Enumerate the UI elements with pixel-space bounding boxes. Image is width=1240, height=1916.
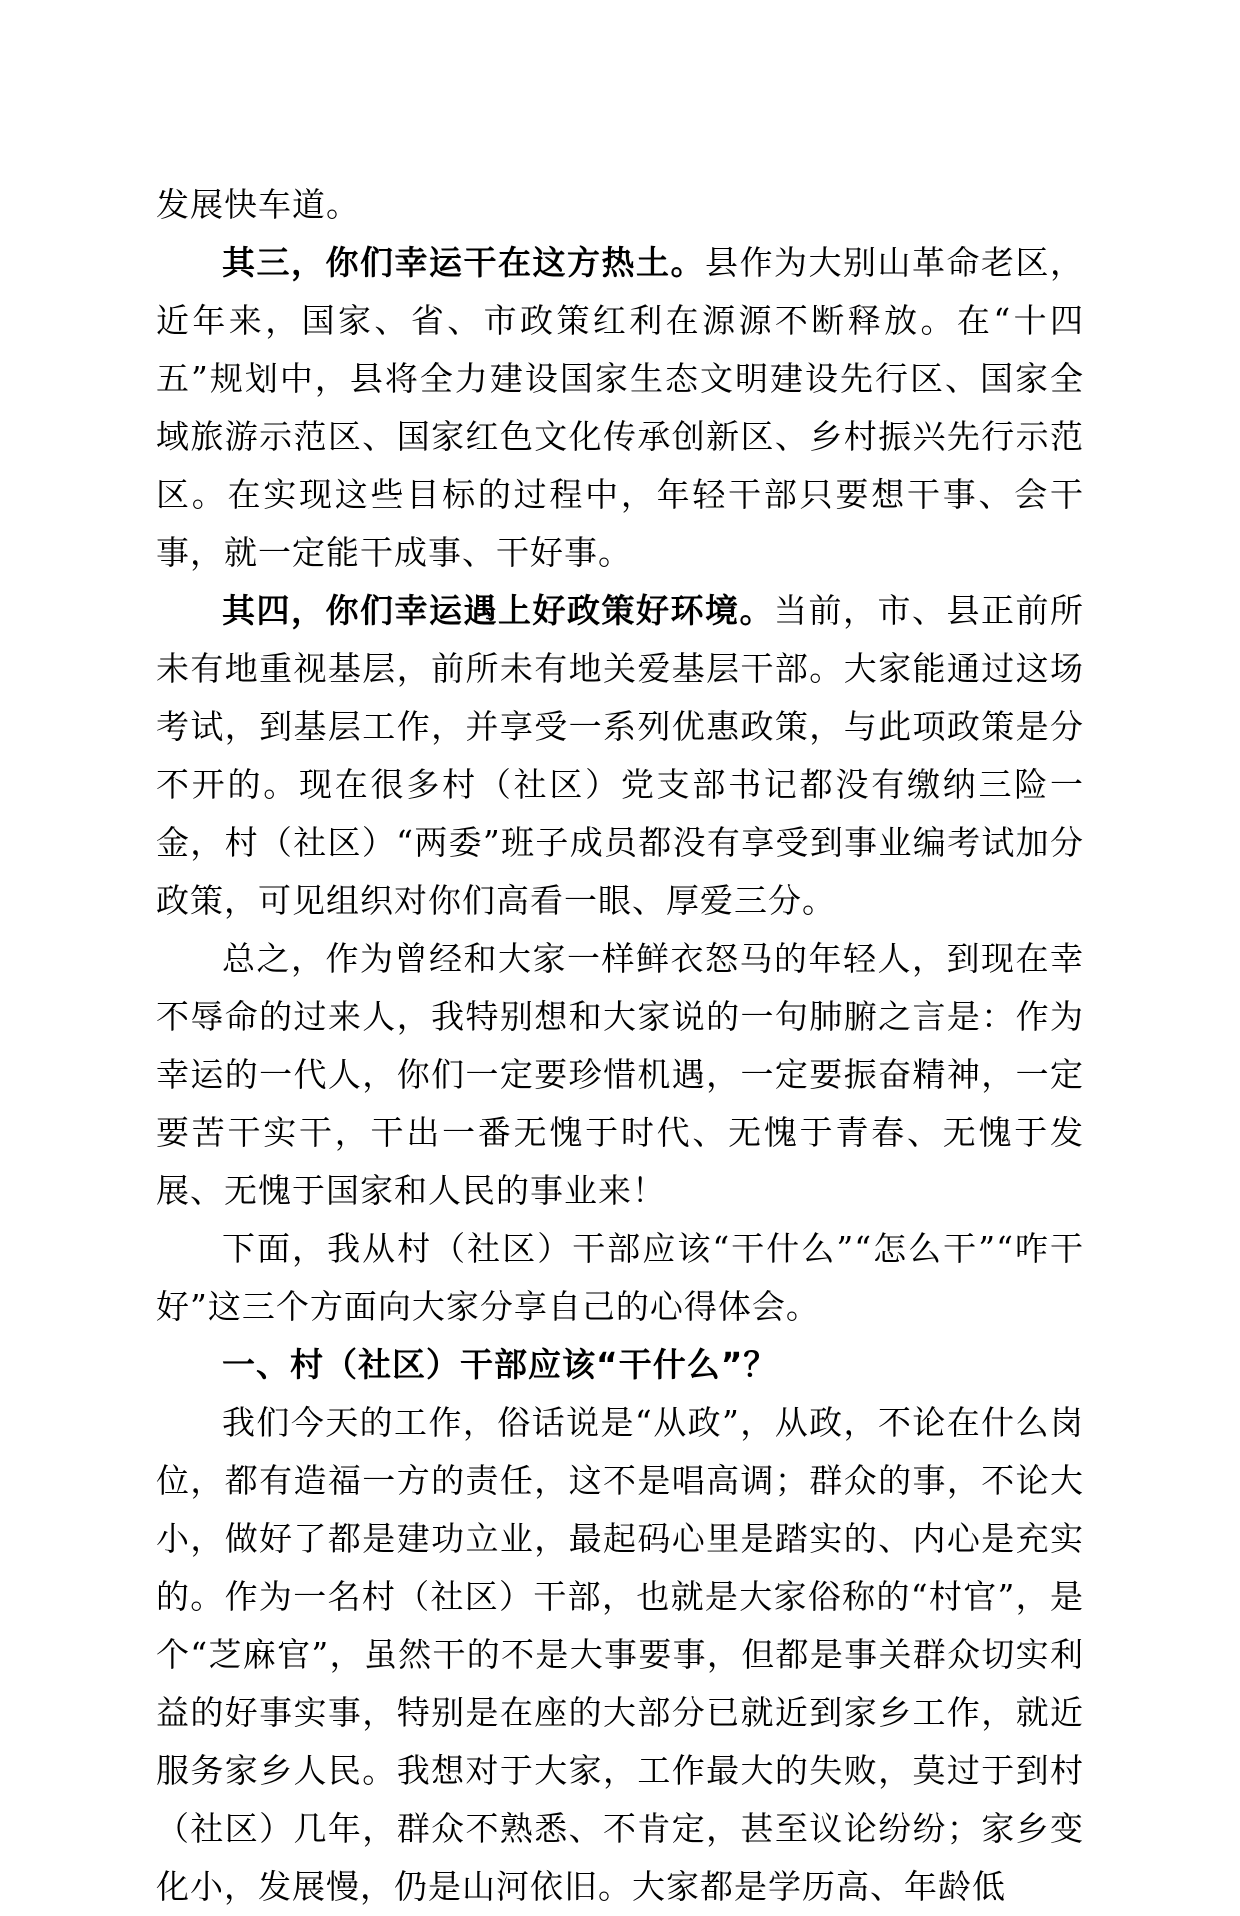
paragraph-intro — [156, 1220, 1084, 1336]
paragraph-body — [156, 1394, 1084, 1916]
paragraph-text: 我们今天的工作，俗话说是“从政”，从政，不论在什么岗位，都有造福一方的责任，这不是唱高调；群众的事，不论大小，做好了都是建功立业，最起码心里是踏实的、内心是充实的。作为一名村（社区）干部，也就是大家俗称的“村官”，是个“芝麻官”，虽然干的不是大事要事，但都是事关群众切实利益的好事实事，特别是在座的大部分已就近到家乡工作，就近服务家乡人民。我想对于大家，工作最大的失败，莫过于到村（社区）几年，群众不熟悉、不肯定，甚至议论纷纷；家乡变化小，发展慢，仍是山河依旧。大家都是学历高、年龄低 — [156, 1403, 1084, 1906]
paragraph-heading: 其四，你们幸运遇上好政策好环境。 — [222, 591, 774, 630]
paragraph-text: 当前，市、县正前所未有地重视基层，前所未有地关爱基层干部。大家能通过这场考试，到基层工作，并享受一系列优惠政策，与此项政策是分不开的。现在很多村（社区）党支部书记都没有缴纳三险一金，村（社区）“两委”班子成员都没有享受到事业编考试加分政策，可见组织对你们高看一眼、厚爱三分。 — [156, 591, 1084, 920]
paragraph-fourth-point — [156, 582, 1084, 930]
paragraph-third-point — [156, 234, 1084, 582]
document-page — [156, 176, 1084, 1916]
paragraph-text: 发展快车道。 — [156, 185, 360, 224]
paragraph-text: 县作为大别山革命老区，近年来，国家、省、市政策红利在源源不断释放。在“十四五”规划中，县将全力建设国家生态文明建设先行区、国家全域旅游示范区、国家红色文化传承创新区、乡村振兴先行示范区。在实现这些目标的过程中，年轻干部只要想干事、会干事，就一定能干成事、干好事。 — [156, 243, 1084, 572]
section-heading — [156, 1336, 1084, 1394]
paragraph-text: 总之，作为曾经和大家一样鲜衣怒马的年轻人，到现在幸不辱命的过来人，我特别想和大家说的一句肺腑之言是：作为幸运的一代人，你们一定要珍惜机遇，一定要振奋精神，一定要苦干实干，干出一番无愧于时代、无愧于青春、无愧于发展、无愧于国家和人民的事业来！ — [156, 939, 1084, 1210]
paragraph-text: 下面，我从村（社区）干部应该“干什么”“怎么干”“咋干好”这三个方面向大家分享自己的心得体会。 — [156, 1229, 1084, 1326]
section-title: 一、村（社区）干部应该“干什么”？ — [222, 1345, 778, 1384]
paragraph-continuation — [156, 176, 1084, 234]
paragraph-heading: 其三，你们幸运干在这方热土。 — [222, 243, 705, 282]
paragraph-summary — [156, 930, 1084, 1220]
